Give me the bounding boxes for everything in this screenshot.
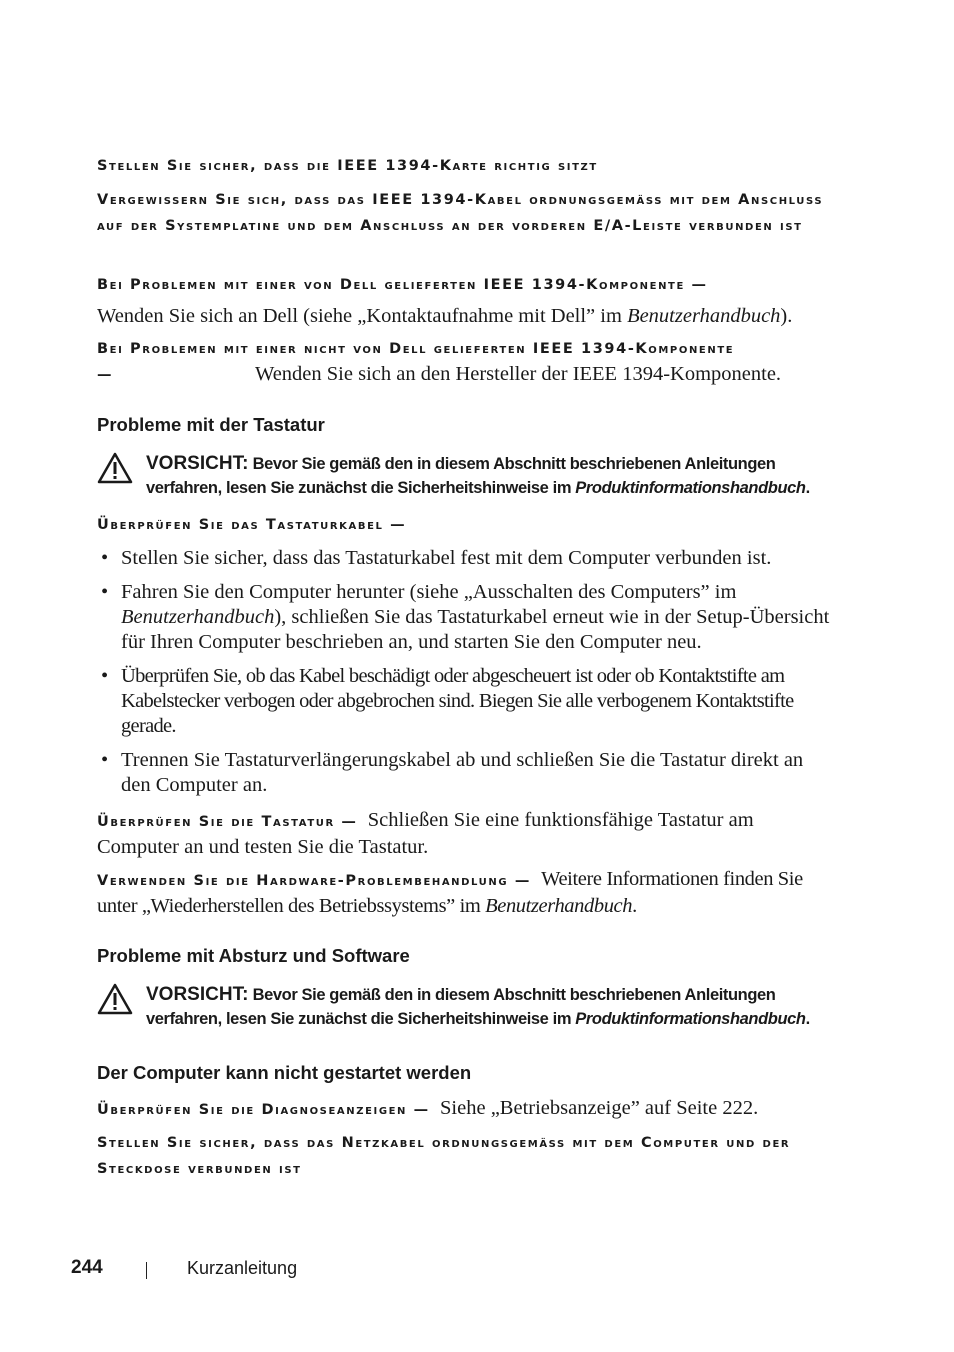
heading-power-cable: Stellen Sie sicher, dass das Netzkabel ordnungsgemäss mit dem Computer und der Steckdose verbunden ist <box>97 1135 791 1177</box>
check-keyboard-paragraph: Überprüfen Sie die Tastatur — Schließen Sie eine funktionsfähige Tastatur am Computer an und testen Sie die Tastatur. <box>97 809 754 858</box>
heading-ieee-cable: Vergewissern Sie sich, dass das IEEE 1394-Kabel ordnungsgemäss mit dem Anschluss auf der Systemplatine und dem Anschluss an der vorderen E/A-Leiste verbunden ist <box>97 192 824 234</box>
heading-ieee-card: Stellen Sie sicher, dass die IEEE 1394-Karte richtig sitzt <box>97 158 598 174</box>
footer-divider <box>146 1262 147 1279</box>
non-dell-component-text: Wenden Sie sich an den Hersteller der IEEE 1394-Komponente. <box>255 363 782 385</box>
keyboard-problems-heading: Probleme mit der Tastatur <box>97 414 325 435</box>
heading-check-keyboard-cable: Überprüfen Sie das Tastaturkabel — <box>97 517 407 533</box>
keyboard-checklist <box>97 546 837 807</box>
warning-triangle-icon <box>97 983 133 1015</box>
page-number: 244 <box>71 1257 103 1278</box>
dell-component-text: Wenden Sie sich an Dell (siehe „Kontaktaufnahme mit Dell” im Benutzerhandbuch). <box>97 305 793 327</box>
list-item: • Fahren Sie den Computer herunter (siehe „Ausschalten des Computers” im Benutzerhandbuch), schließen Sie das Tastaturkabel erneut wie in der Setup-Übersicht für Ihren Computer beschrieben an, und starten Sie den Computer neu. <box>101 581 830 653</box>
caution-crash-text: VORSICHT: Bevor Sie gemäß den in diesem Abschnitt beschriebenen Anleitungen verfahren, lesen Sie zunächst die Sicherheitshinweise im Produktinformationshandbuch. <box>146 984 810 1028</box>
heading-dell-component: Bei Problemen mit einer von Dell gelieferten IEEE 1394-Komponente — <box>97 277 708 293</box>
list-item: • Trennen Sie Tastaturverlängerungskabel ab und schließen Sie die Tastatur direkt an den Computer an. <box>101 749 804 796</box>
warning-triangle-icon <box>97 452 133 484</box>
heading-non-dell-component: Bei Problemen mit einer nicht von Dell gelieferten IEEE 1394-Komponente — <box>97 341 735 383</box>
crash-problems-heading: Probleme mit Absturz und Software <box>97 945 410 966</box>
caution-keyboard-text: VORSICHT: Bevor Sie gemäß den in diesem Abschnitt beschriebenen Anleitungen verfahren, lesen Sie zunächst die Sicherheitshinweise im Produktinformationshandbuch. <box>146 453 810 497</box>
list-item: • Überprüfen Sie, ob das Kabel beschädigt oder abgescheuert ist oder ob Kontaktstifte am Kabelstecker verbogen oder abgebrochen sind. Biegen Sie alle verbogenem Kontaktstifte gerade. <box>101 665 794 737</box>
hardware-troubleshooter-paragraph: Verwenden Sie die Hardware-Problembehandlung — Weitere Informationen finden Sie unter „Wiederherstellen des Betriebssystems” im Benutzerhandbuch. <box>97 868 803 917</box>
footer-title: Kurzanleitung <box>187 1258 298 1278</box>
diagnostics-paragraph: Überprüfen Sie die Diagnoseanzeigen — Siehe „Betriebsanzeige” auf Seite 222. <box>97 1097 759 1119</box>
list-item: • Stellen Sie sicher, dass das Tastaturkabel fest mit dem Computer verbunden ist. <box>101 547 772 569</box>
computer-not-starting-heading: Der Computer kann nicht gestartet werden <box>97 1062 472 1083</box>
